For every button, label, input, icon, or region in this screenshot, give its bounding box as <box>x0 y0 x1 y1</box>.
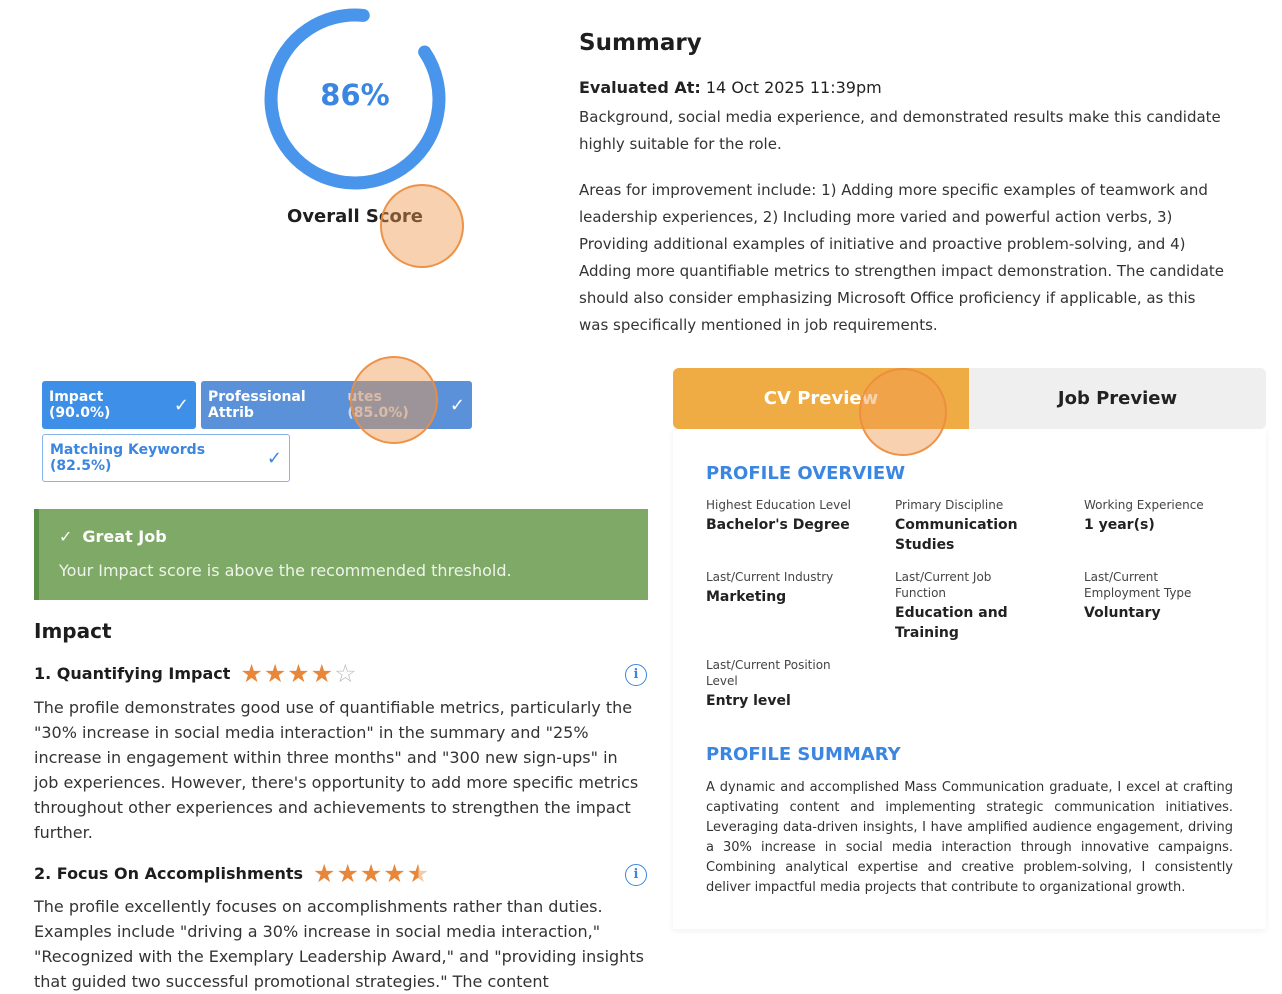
alert-title-text: Great Job <box>82 527 167 546</box>
star-rating <box>313 861 430 886</box>
field-value: Entry level <box>706 693 791 709</box>
info-icon[interactable]: i <box>625 664 647 686</box>
chip-keywords-label: Matching Keywords (82.5%) <box>50 442 206 474</box>
impact-heading: Impact <box>34 619 112 643</box>
field-industry <box>706 569 881 607</box>
star-icon: ★ <box>240 659 264 688</box>
field-value: 1 year(s) <box>1084 517 1155 533</box>
criterion-title: 2. Focus On Accomplishments <box>34 864 304 883</box>
field-label: Highest Education Level <box>706 498 851 512</box>
check-icon: ✓ <box>449 394 465 416</box>
field-value: Education and Training <box>895 605 1008 641</box>
field-education <box>706 497 881 535</box>
field-label: Last/Current Employment Type <box>1084 570 1192 600</box>
field-employment-type <box>1084 569 1224 623</box>
field-experience <box>1084 497 1244 535</box>
star-icon: ★ <box>263 659 288 688</box>
tab-cv-preview[interactable]: CV Preview <box>673 368 969 429</box>
tab-job-preview[interactable]: Job Preview <box>969 368 1266 429</box>
preview-tabs <box>673 368 1266 429</box>
info-icon[interactable]: i <box>625 864 647 886</box>
evaluated-at <box>579 78 882 97</box>
click-marker <box>859 368 947 456</box>
click-marker <box>350 356 438 444</box>
chip-professional-label-b: utes (85.0%) <box>347 389 409 421</box>
profile-summary-text: A dynamic and accomplished Mass Communication graduate, I excel at crafting captivating content and implementing strategic communication initiatives. Leveraging data-driven insights, I have amplified audience engagement, driving a 30% increase in social media interaction through innovative campaigns. Combining analytical expertise and creative problem-solving, I consistently deliver impactful media projects that contribute to organizational growth. <box>706 780 1233 895</box>
star-icon: ★ <box>287 659 311 688</box>
great-job-alert <box>34 509 648 600</box>
check-icon: ✓ <box>266 447 282 469</box>
profile-summary-heading: PROFILE SUMMARY <box>706 744 901 765</box>
field-label: Last/Current Industry <box>706 570 834 584</box>
overall-score-value: 86% <box>320 78 390 112</box>
criterion-description: The profile excellently focuses on accomplishments rather than duties. Examples include "driving a 30% increase in social media interaction," "Recognized with the Exemplary Leadership Award," and "providing insights that guided two successful promotional strategies." The content <box>34 897 644 991</box>
evaluated-at-label: Evaluated At: <box>579 78 701 97</box>
criterion-heading <box>34 661 358 686</box>
star-icon: ★ <box>310 659 335 688</box>
star-rating <box>240 661 357 686</box>
check-icon: ✓ <box>59 527 73 546</box>
field-value: Bachelor's Degree <box>706 517 850 533</box>
star-icon: ★ <box>313 859 337 888</box>
check-icon: ✓ <box>173 394 189 416</box>
field-value: Marketing <box>706 589 787 605</box>
click-marker <box>380 184 464 268</box>
summary-title: Summary <box>579 30 702 56</box>
criterion-description: The profile demonstrates good use of quantifiable metrics, particularly the "30% increase in social media interaction" in the summary and "25% increase in engagement within three months" and "300 new sign-ups" in job experiences. However, there's opportunity to add more specific metrics throughout other experiences and achievements to strengthen the impact further. <box>34 698 639 842</box>
field-label: Primary Discipline <box>895 498 1004 512</box>
field-label: Last/Current Job Function <box>895 570 992 600</box>
field-label: Last/Current Position Level <box>706 658 831 688</box>
star-outline-icon: ☆ <box>334 659 358 688</box>
chip-impact-label: Impact (90.0%) <box>49 389 111 421</box>
summary-improvements-paragraph: Areas for improvement include: 1) Adding more specific examples of teamwork and leadership experiences, 2) Including more varied and powerful action verbs, 3) Providing additional examples of initiative and proactive problem-solving, and 4) Adding more quantifiable metrics to strengthen impact demonstration. The candidate should also consider emphasizing Microsoft Office proficiency if applicable, as this was specifically mentioned in job requirements. <box>579 181 1225 334</box>
field-value: Voluntary <box>1084 605 1161 621</box>
alert-text: Your Impact score is above the recommended threshold. <box>59 561 512 580</box>
overall-score-label: Overall Score <box>287 206 423 227</box>
star-icon: ★ <box>336 859 360 888</box>
criterion-heading <box>34 861 430 886</box>
chip-professional-label-a: Professional Attrib <box>208 389 306 421</box>
alert-title <box>59 527 167 546</box>
chip-impact[interactable] <box>42 381 196 429</box>
evaluated-at-value: 14 Oct 2025 11:39pm <box>705 78 882 97</box>
field-position-level <box>706 657 846 711</box>
field-job-function <box>895 569 1030 643</box>
half-star-icon: ★ <box>406 859 431 888</box>
criterion-title: 1. Quantifying Impact <box>34 664 231 683</box>
chip-matching-keywords[interactable] <box>42 434 290 482</box>
field-discipline <box>895 497 1030 555</box>
star-icon: ★ <box>359 859 384 888</box>
star-icon: ★ <box>383 859 407 888</box>
summary-paragraph: Background, social media experience, and demonstrated results make this candidate highly suitable for the role. <box>579 108 1221 153</box>
profile-overview-heading: PROFILE OVERVIEW <box>706 463 906 484</box>
field-value: Communication Studies <box>895 517 1018 553</box>
field-label: Working Experience <box>1084 498 1204 512</box>
